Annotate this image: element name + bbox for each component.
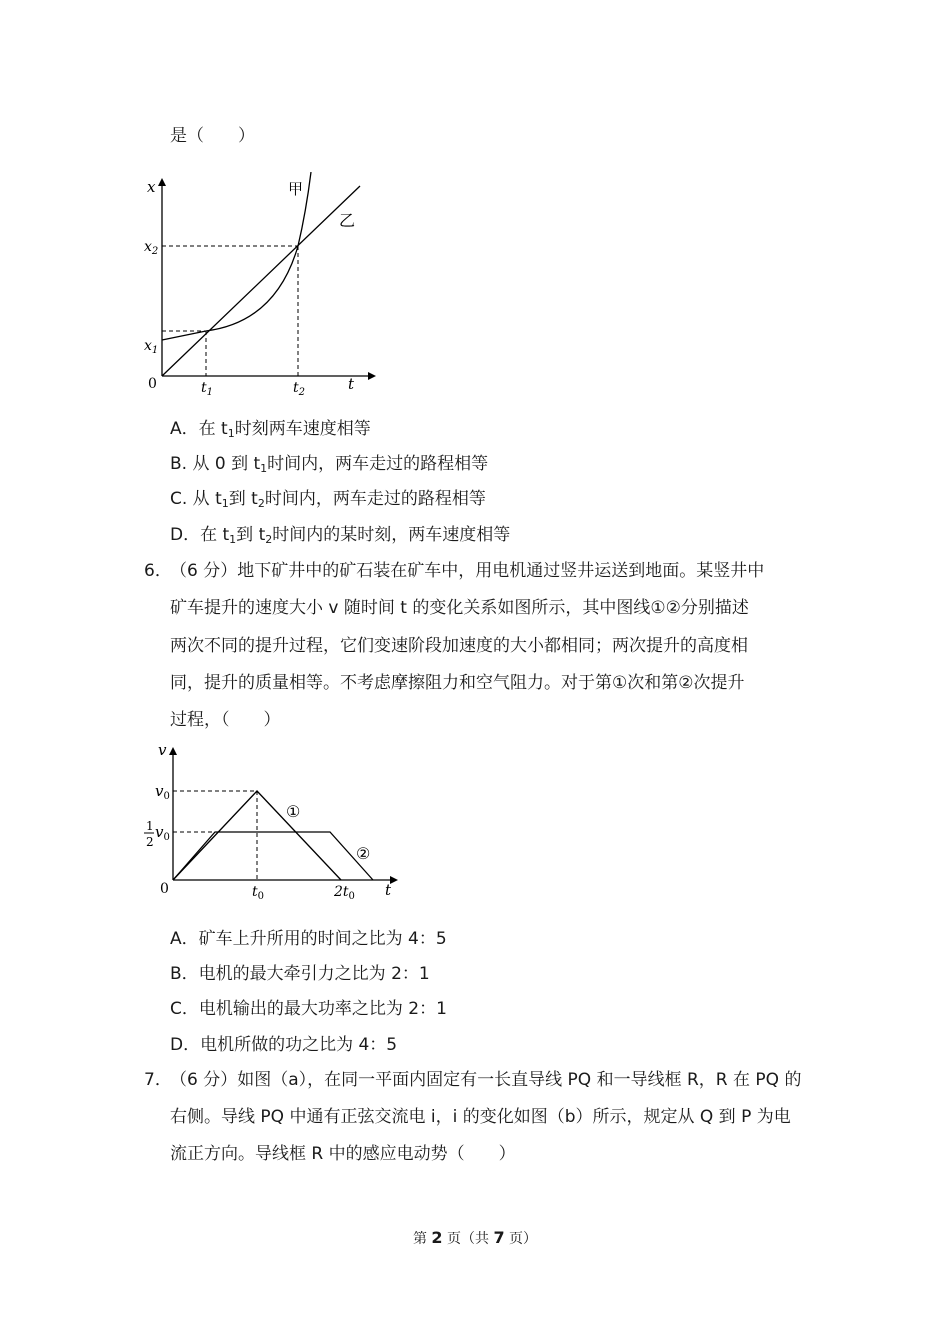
x-axis-arrow bbox=[158, 178, 166, 186]
q5-option-c: C. 从 $t_1$到 $t_2$时间内，两车走过的路程相等 bbox=[170, 489, 486, 510]
t1-label: $t_1$ bbox=[201, 380, 214, 398]
q6-line-2: 矿车提升的速度大小 v 随时间 t 的变化关系如图所示，其中图线①②分别描述 bbox=[170, 598, 749, 618]
q6-option-c: C．电机输出的最大功率之比为 2：1 bbox=[170, 999, 447, 1019]
v-axis-arrow bbox=[169, 747, 177, 755]
q5-option-d: D．在 $t_1$到 $t_2$时间内的某时刻，两车速度相等 bbox=[170, 525, 511, 546]
half-v0-label: $v_0$ bbox=[155, 823, 170, 843]
q5-xt-graph bbox=[136, 172, 376, 404]
jia-label: 甲 bbox=[288, 180, 304, 198]
t-axis-arrow bbox=[390, 876, 398, 884]
v0-label: $v_0$ bbox=[155, 782, 170, 802]
q7-line-1: （6 分）如图（a），在同一平面内固定有一长直导线 PQ 和一导线框 R，R 在 PQ 的 bbox=[170, 1070, 802, 1090]
v-axis-label: v bbox=[158, 743, 167, 759]
half-numerator: 1 bbox=[146, 819, 154, 833]
q6-line-3: 两次不同的提升过程，它们变速阶段加速度的大小都相同；两次提升的高度相 bbox=[170, 636, 748, 656]
origin-label: 0 bbox=[160, 881, 169, 897]
t-axis-label: t bbox=[348, 375, 355, 393]
q5-stem-tail: 是（ ） bbox=[170, 126, 255, 146]
q7-number: 7． bbox=[144, 1070, 172, 1090]
page-footer: 第 2 页（共 7 页） bbox=[412, 1228, 538, 1247]
t-axis-label: t bbox=[385, 881, 392, 899]
q6-line-5: 过程，（ ） bbox=[170, 710, 281, 730]
q6-option-d: D．电机所做的功之比为 4：5 bbox=[170, 1035, 398, 1055]
x2-label: $x_2$ bbox=[144, 239, 159, 257]
t2-label: $t_2$ bbox=[293, 380, 306, 398]
q6-option-a: A．矿车上升所用的时间之比为 4：5 bbox=[170, 929, 447, 949]
curve-2-label: ② bbox=[356, 844, 371, 863]
yi-label: 乙 bbox=[339, 211, 356, 230]
q6-line-1: （6 分）地下矿井中的矿石装在矿车中，用电机通过竖井运送到地面。某竖井中 bbox=[170, 561, 765, 581]
t-axis-arrow bbox=[368, 372, 376, 380]
x-axis-label: x bbox=[147, 178, 156, 196]
q7-line-3: 流正方向。导线框 R 中的感应电动势（ ） bbox=[170, 1144, 516, 1164]
x1-label: $x_1$ bbox=[144, 338, 159, 356]
q7-line-2: 右侧。导线 PQ 中通有正弦交流电 i，i 的变化如图（b）所示，规定从 Q 到 P 为电 bbox=[170, 1107, 791, 1127]
q6-vt-graph bbox=[140, 743, 402, 905]
origin-label: 0 bbox=[148, 376, 157, 392]
q6-option-b: B．电机的最大牵引力之比为 2：1 bbox=[170, 964, 430, 984]
half-denominator: 2 bbox=[146, 835, 154, 849]
q5-option-b: B. 从 0 到 $t_1$时间内，两车走过的路程相等 bbox=[170, 454, 489, 475]
q6-number: 6． bbox=[144, 561, 172, 581]
two-t0-label: $2t_0$ bbox=[334, 884, 355, 902]
t0-label: $t_0$ bbox=[252, 884, 265, 902]
yi-line bbox=[162, 186, 360, 376]
q5-option-a: A．在 $t_1$时刻两车速度相等 bbox=[170, 419, 371, 440]
curve-1-label: ① bbox=[286, 802, 301, 821]
curve-2 bbox=[173, 832, 373, 880]
q6-line-4: 同，提升的质量相等。不考虑摩擦阻力和空气阻力。对于第①次和第②次提升 bbox=[170, 673, 745, 693]
